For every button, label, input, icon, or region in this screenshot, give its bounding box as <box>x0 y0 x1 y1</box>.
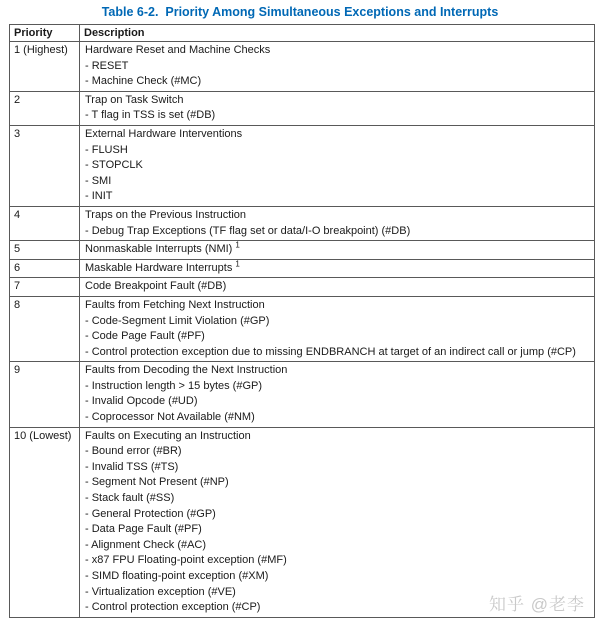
description-line: Hardware Reset and Machine Checks <box>85 44 271 56</box>
table-row <box>10 241 595 260</box>
priority-cell: 2 <box>10 91 80 125</box>
description-line: - Segment Not Present (#NP) <box>85 476 229 489</box>
description-line: - T flag in TSS is set (#DB) <box>85 109 216 122</box>
footnote-marker: 1 <box>235 259 240 269</box>
description-line: - RESET <box>85 59 129 72</box>
description-line: - Data Page Fault (#PF) <box>85 523 202 536</box>
table-row <box>10 125 595 206</box>
description-cell <box>80 427 595 617</box>
description-line: - Instruction length > 15 bytes (#GP) <box>85 379 263 392</box>
description-line: Traps on the Previous Instruction <box>85 208 247 221</box>
table-row <box>10 259 595 278</box>
description-line: - General Protection (#GP) <box>85 507 216 520</box>
description-line: Maskable Hardware Interrupts $^1$ <box>85 259 240 274</box>
description-cell <box>80 206 595 240</box>
description-cell <box>80 278 595 297</box>
column-header-priority: Priority <box>10 25 80 42</box>
priority-table <box>9 24 595 618</box>
description-line: - Virtualization exception (#VE) <box>85 585 236 598</box>
description-line: Faults on Executing an Instruction <box>85 429 251 442</box>
footnote-marker: 1 <box>235 240 240 250</box>
description-line: - Machine Check (#MC) <box>85 75 202 88</box>
priority-cell: 8 <box>10 296 80 361</box>
priority-cell: 1 (Highest) <box>10 42 80 92</box>
description-line: - Debug Trap Exceptions (TF flag set or data/I-O breakpoint) (#DB) <box>85 224 411 237</box>
description-line: - SMI <box>85 174 112 187</box>
table-row <box>10 362 595 427</box>
header-row <box>10 25 595 42</box>
priority-cell: 4 <box>10 206 80 240</box>
description-line: - Invalid TSS (#TS) <box>85 460 179 473</box>
priority-cell: 5 <box>10 241 80 260</box>
description-line: - Coprocessor Not Available (#NM) <box>85 411 255 424</box>
table-row <box>10 296 595 361</box>
description-cell <box>80 91 595 125</box>
description-line: - FLUSH <box>85 143 128 156</box>
description-line: - Alignment Check (#AC) <box>85 538 207 551</box>
description-line: External Hardware Interventions <box>85 127 243 140</box>
description-line: - INIT <box>85 190 113 203</box>
description-line: - Control protection exception (#CP) <box>85 601 261 614</box>
description-cell <box>80 42 595 92</box>
description-line: - SIMD floating-point exception (#XM) <box>85 570 269 582</box>
watermark: 知乎 @老李 <box>489 595 585 614</box>
description-line: - Control protection exception due to missing ENDBRANCH at target of an indirect call or jump (#CP) <box>85 345 576 358</box>
description-line: - Code-Segment Limit Violation (#GP) <box>85 314 270 327</box>
description-cell <box>80 241 595 260</box>
priority-cell: 7 <box>10 278 80 297</box>
priority-cell: 10 (Lowest) <box>10 427 80 617</box>
priority-cell: 9 <box>10 362 80 427</box>
description-line: Code Breakpoint Fault (#DB) <box>85 280 227 293</box>
description-line: Faults from Fetching Next Instruction <box>85 298 265 311</box>
description-line: - Invalid Opcode (#UD) <box>85 395 198 408</box>
priority-cell: 6 <box>10 259 80 278</box>
description-line: - Stack fault (#SS) <box>85 492 175 505</box>
description-line: Trap on Task Switch <box>85 93 184 106</box>
table-row <box>10 278 595 297</box>
description-line: Nonmaskable Interrupts (NMI) $^1$ <box>85 240 240 256</box>
table-row <box>10 91 595 125</box>
description-cell <box>80 125 595 206</box>
description-cell <box>80 259 595 278</box>
description-line: - Code Page Fault (#PF) <box>85 330 205 343</box>
table-body <box>10 42 595 618</box>
description-line: - STOPCLK <box>85 159 143 172</box>
column-header-description: Description <box>80 25 595 42</box>
description-cell <box>80 296 595 361</box>
table-row <box>10 206 595 240</box>
priority-cell: 3 <box>10 125 80 206</box>
description-line: - x87 FPU Floating-point exception (#MF) <box>85 554 287 567</box>
description-line: Faults from Decoding the Next Instruction <box>85 364 288 377</box>
table-title: Table 6-2. Priority Among Simultaneous Exceptions and Interrupts <box>101 5 499 19</box>
description-cell <box>80 362 595 427</box>
description-line: - Bound error (#BR) <box>85 445 182 458</box>
table-row <box>10 42 595 92</box>
table-row <box>10 427 595 617</box>
